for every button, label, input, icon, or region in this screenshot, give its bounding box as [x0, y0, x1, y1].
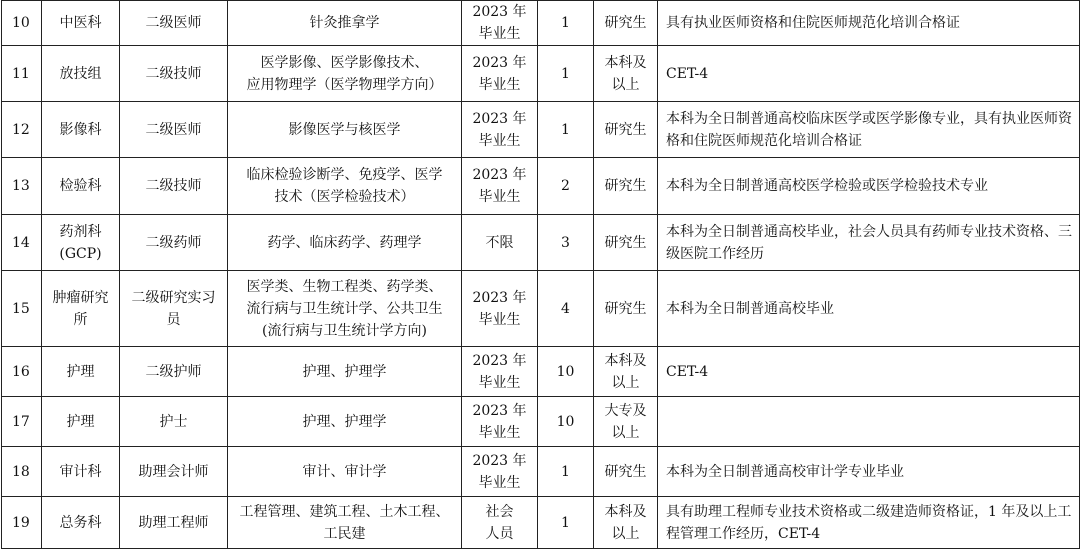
cell-requirement: CET-4 [658, 347, 1080, 397]
cell-position: 助理会计师 [120, 447, 228, 497]
cell-number: 15 [2, 271, 42, 347]
cell-count: 1 [538, 102, 594, 158]
cell-department: 检验科 [42, 158, 120, 215]
cell-department: 护理 [42, 397, 120, 447]
recruitment-table [1, 0, 1080, 549]
table-row [2, 447, 1080, 497]
cell-position: 助理工程师 [120, 497, 228, 549]
cell-education: 研究生 [594, 158, 658, 215]
cell-position: 二级药师 [120, 215, 228, 271]
cell-education: 大专及 以上 [594, 397, 658, 447]
cell-department: 药剂科 (GCP) [42, 215, 120, 271]
cell-number: 14 [2, 215, 42, 271]
cell-major: 影像医学与核医学 [228, 102, 462, 158]
cell-count: 1 [538, 46, 594, 102]
cell-education: 研究生 [594, 271, 658, 347]
cell-position: 二级技师 [120, 158, 228, 215]
cell-requirement: 本科为全日制普通高校审计学专业毕业 [658, 447, 1080, 497]
table-row [2, 397, 1080, 447]
cell-count: 10 [538, 347, 594, 397]
cell-requirement: 本科为全日制普通高校毕业，社会人员具有药师专业技术资格、三级医院工作经历 [658, 215, 1080, 271]
cell-number: 12 [2, 102, 42, 158]
cell-count: 10 [538, 397, 594, 447]
cell-position: 二级技师 [120, 46, 228, 102]
cell-graduate-type: 不限 [462, 215, 538, 271]
cell-requirement: CET-4 [658, 46, 1080, 102]
cell-department: 护理 [42, 347, 120, 397]
cell-major: 工程管理、建筑工程、土木工程、 工民建 [228, 497, 462, 549]
cell-graduate-type: 2023 年 毕业生 [462, 102, 538, 158]
table-row [2, 158, 1080, 215]
cell-count: 1 [538, 497, 594, 549]
cell-graduate-type: 2023 年 毕业生 [462, 347, 538, 397]
cell-requirement [658, 397, 1080, 447]
cell-count: 2 [538, 158, 594, 215]
cell-major: 审计、审计学 [228, 447, 462, 497]
cell-major: 医学类、生物工程类、药学类、 流行病与卫生统计学、公共卫生 (流行病与卫生统计学方向) [228, 271, 462, 347]
cell-department: 审计科 [42, 447, 120, 497]
cell-education: 研究生 [594, 215, 658, 271]
cell-count: 1 [538, 447, 594, 497]
cell-requirement: 本科为全日制普通高校临床医学或医学影像专业，具有执业医师资格和住院医师规范化培训合格证 [658, 102, 1080, 158]
table-body [2, 1, 1080, 549]
cell-requirement: 本科为全日制普通高校医学检验或医学检验技术专业 [658, 158, 1080, 215]
table-row [2, 215, 1080, 271]
cell-department: 影像科 [42, 102, 120, 158]
cell-education: 本科及 以上 [594, 497, 658, 549]
cell-education: 本科及 以上 [594, 347, 658, 397]
cell-number: 17 [2, 397, 42, 447]
cell-department: 中医科 [42, 1, 120, 46]
cell-number: 16 [2, 347, 42, 397]
cell-position: 二级医师 [120, 102, 228, 158]
cell-graduate-type: 2023 年 毕业生 [462, 46, 538, 102]
cell-position: 二级护师 [120, 347, 228, 397]
cell-position: 护士 [120, 397, 228, 447]
cell-graduate-type: 2023 年 毕业生 [462, 397, 538, 447]
cell-major: 药学、临床药学、药理学 [228, 215, 462, 271]
cell-number: 11 [2, 46, 42, 102]
cell-count: 1 [538, 1, 594, 46]
cell-major: 护理、护理学 [228, 347, 462, 397]
cell-education: 研究生 [594, 447, 658, 497]
table-row [2, 347, 1080, 397]
cell-major: 护理、护理学 [228, 397, 462, 447]
cell-education: 研究生 [594, 102, 658, 158]
table-row [2, 271, 1080, 347]
cell-number: 10 [2, 1, 42, 46]
cell-graduate-type: 2023 年 毕业生 [462, 271, 538, 347]
cell-count: 3 [538, 215, 594, 271]
cell-number: 18 [2, 447, 42, 497]
cell-department: 放技组 [42, 46, 120, 102]
cell-major: 针灸推拿学 [228, 1, 462, 46]
table-row [2, 46, 1080, 102]
cell-major: 医学影像、医学影像技术、 应用物理学（医学物理学方向） [228, 46, 462, 102]
cell-graduate-type: 2023 年 毕业生 [462, 1, 538, 46]
table-row [2, 102, 1080, 158]
cell-major: 临床检验诊断学、免疫学、医学 技术（医学检验技术） [228, 158, 462, 215]
table-row [2, 1, 1080, 46]
cell-requirement: 本科为全日制普通高校毕业 [658, 271, 1080, 347]
cell-department: 肿瘤研究 所 [42, 271, 120, 347]
table-row [2, 497, 1080, 549]
cell-number: 13 [2, 158, 42, 215]
cell-number: 19 [2, 497, 42, 549]
cell-count: 4 [538, 271, 594, 347]
cell-position: 二级医师 [120, 1, 228, 46]
cell-requirement: 具有助理工程师专业技术资格或二级建造师资格证，1 年及以上工程管理工作经历，CET-4 [658, 497, 1080, 549]
cell-requirement: 具有执业医师资格和住院医师规范化培训合格证 [658, 1, 1080, 46]
cell-department: 总务科 [42, 497, 120, 549]
cell-position: 二级研究实习 员 [120, 271, 228, 347]
cell-education: 本科及 以上 [594, 46, 658, 102]
cell-education: 研究生 [594, 1, 658, 46]
cell-graduate-type: 2023 年 毕业生 [462, 158, 538, 215]
cell-graduate-type: 2023 年 毕业生 [462, 447, 538, 497]
cell-graduate-type: 社会 人员 [462, 497, 538, 549]
